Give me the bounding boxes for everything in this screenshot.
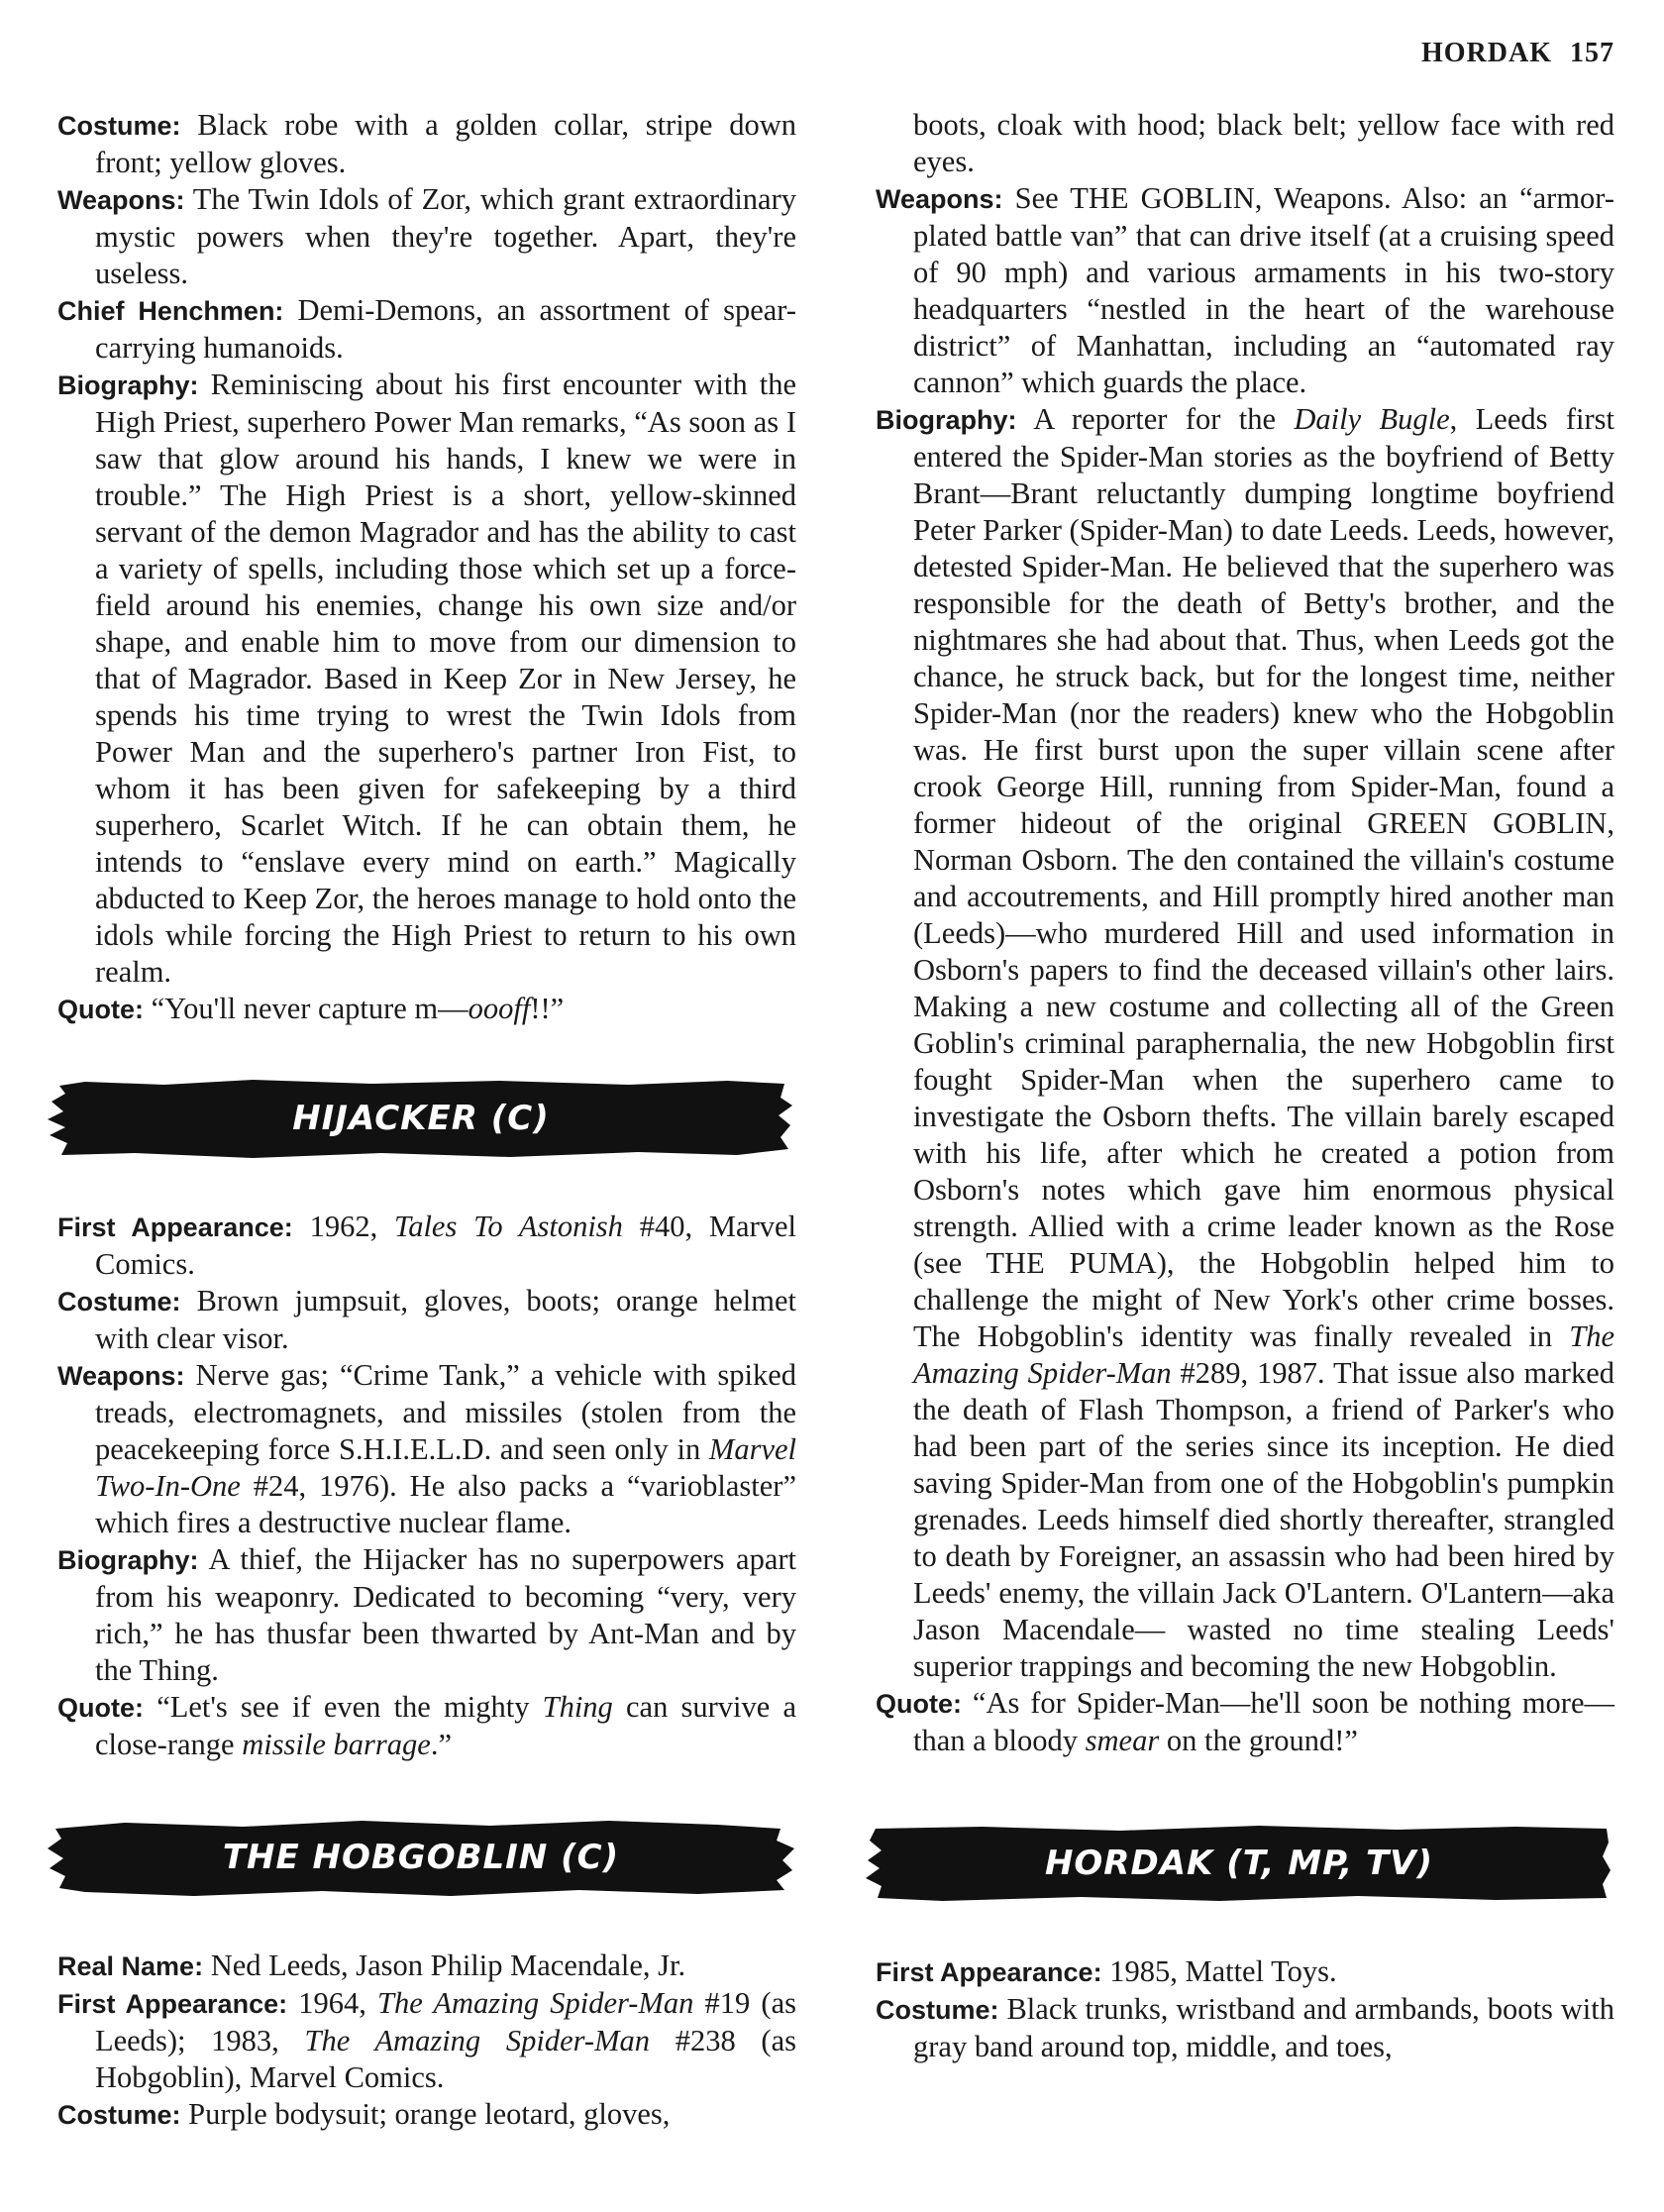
field-text: Nerve gas; “Crime Tank,” a vehicle with spiked treads, electromagnets, and missiles (stolen from the peacekeeping force S.H.I.E.L.D. and seen only in: [95, 1358, 797, 1466]
field-text: #19 (as Leeds); 1983,: [95, 1986, 796, 2057]
field-text: Black robe with a golden collar, stripe down front; yellow gloves.: [95, 108, 796, 179]
quote-emphasis: oooff: [468, 992, 531, 1025]
quote-text: “You'll never capture m—: [151, 992, 468, 1025]
quote-emphasis: Thing: [542, 1690, 613, 1724]
field-label: Biography:: [57, 370, 199, 400]
left-column: [57, 107, 796, 2134]
field-text: #289, 1987. That issue also marked the death of Flash Thompson, a friend of Parker's who had been part of the series since its inception. He died saving Spider-Man from one of the Hobgoblin's pumpkin grenades. Leeds himself died shortly thereafter, strangled to death by Foreigner, an assassin who had been hired by Leeds' enemy, the villain Jack O'Lantern. O'Lantern—aka Jason Macendale— wasted no time stealing Leeds' superior trappings and becoming the new Hobgoblin.: [913, 1356, 1614, 1683]
field-text: Reminiscing about his first encounter with the High Priest, superhero Power Man remarks, “As soon as I saw that glow around his hands, I knew we were in trouble.” The High Priest is a short, yellow-skinned servant of the demon Magrador and has the ability to cast a variety of spells, including those which set up a force-field around his enemies, change his own size and/or shape, and enable him to move from our dimension to that of Magrador. Based in Keep Zor in New Jersey, he spends his time trying to wrest the Twin Idols from Power Man and the superhero's partner Iron Fist, to whom it has been given for safekeeping by a third superhero, Scarlet Witch. If he can obtain them, he intends to “enslave every mind on earth.” Magically abducted to Keep Zor, the heroes manage to hold onto the idols while forcing the High Priest to return to his own realm.: [95, 368, 796, 989]
entry-chief-henchmen: [57, 292, 796, 367]
field-label: Costume:: [57, 1287, 181, 1317]
field-text: Ned Leeds, Jason Philip Macendale, Jr.: [210, 1949, 686, 1982]
quote-emphasis: smear: [1085, 1724, 1160, 1757]
field-text: A reporter for the: [1033, 402, 1295, 436]
quote-text: “Let's see if even the mighty: [156, 1690, 543, 1724]
field-text: Black trunks, wristband and armbands, boots with gray band around top, middle, and toes,: [913, 1992, 1615, 2063]
entry-weapons: [57, 1357, 796, 1541]
field-text: Demi-Demons, an assortment of spear-carrying humanoids.: [95, 293, 797, 365]
entry-costume: [876, 1991, 1614, 2065]
quote-text: on the ground!”: [1159, 1724, 1358, 1757]
entry-real-name: [57, 1948, 796, 1985]
field-label: Costume:: [876, 1995, 999, 2025]
field-text: #238 (as Hobgoblin), Marvel Comics.: [95, 2024, 796, 2094]
publication-title: The Amazing Spider-Man: [377, 1986, 694, 2020]
field-label: Weapons:: [876, 184, 1003, 214]
field-label: Costume:: [57, 2100, 181, 2130]
field-text: See THE GOBLIN, Weapons. Also: an “armor-plated battle van” that can drive itself (at a cruising speed of 90 mph) and various armaments in his two-story headquarters “nestled in the heart of the warehouse district” of Manhattan, including an “automated ray cannon” which guards the place.: [913, 181, 1614, 399]
field-label: First Appearance:: [57, 1212, 293, 1242]
quote-text: !!”: [530, 992, 565, 1025]
entry-weapons: [57, 181, 796, 292]
section-title: HORDAK (T, MP, TV): [1044, 1843, 1434, 1883]
field-text: A thief, the Hijacker has no superpowers apart from his weaponry. Dedicated to becoming “very, very rich,” he has thusfar been thwarted by Ant-Man and by the Thing.: [95, 1542, 796, 1687]
entry-first-appearance: [57, 1985, 796, 2096]
right-column: [876, 107, 1614, 2065]
header-title: HORDAK: [1421, 38, 1552, 68]
field-text: #40, Marvel Comics.: [95, 1210, 797, 1281]
field-label: Quote:: [57, 995, 144, 1024]
field-label: First Appearance:: [57, 1989, 288, 2019]
entry-quote: [57, 991, 796, 1028]
quote-text: .”: [430, 1728, 452, 1761]
entry-costume: [57, 107, 796, 181]
field-text: #24, 1976). He also packs a “varioblaster” which fires a destructive nuclear flame.: [95, 1469, 796, 1539]
field-label: Biography:: [876, 405, 1017, 435]
publication-title: The Amazing Spider-Man: [304, 2024, 650, 2057]
field-text: , Leeds first entered the Spider-Man stories as the boyfriend of Betty Brant—Brant reluctantly dumping longtime boyfriend Peter Parker (Spider-Man) to date Leeds. Leeds, however, detested Spider-Man. He believed that the superhero was responsible for the death of Betty's brother, and the nightmares she had about that. Thus, when Leeds got the chance, he struck back, but for the longest time, neither Spider-Man (nor the readers) knew who the Hobgoblin was. He first burst upon the super villain scene after crook George Hill, running from Spider-Man, found a former hideout of the original GREEN GOBLIN, Norman Osborn. The den contained the villain's costume and accoutrements, and Hill promptly hired another man (Leeds)—who murdered Hill and used information in Osborn's papers to find the deceased villain's other lairs. Making a new costume and collecting all of the Green Goblin's criminal paraphernalia, the new Hobgoblin first fought Spider-Man when the superhero came to investigate the Osborn thefts. The villain barely escaped with his life, after which he created a potion from Osborn's notes which gave him enormous physical strength. Allied with a crime leader known as the Rose (see THE PUMA), the Hobgoblin helped him to challenge the might of New York's other crime bosses. The Hobgoblin's identity was finally revealed in: [913, 402, 1614, 1353]
running-header: [1421, 38, 1614, 69]
field-label: Quote:: [876, 1689, 962, 1719]
section-title: HIJACKER (C): [292, 1098, 550, 1138]
publication-title: The Amazing Spider-Man: [913, 1319, 1614, 1390]
publication-title: Daily Bugle: [1294, 402, 1450, 436]
field-label: Weapons:: [57, 185, 185, 215]
quote-text: “As for Spider-Man—he'll soon be nothing more—than a bloody: [913, 1686, 1614, 1757]
publication-title: Marvel Two-In-One: [95, 1432, 796, 1503]
section-banner-hobgoblin: [46, 1815, 796, 1900]
field-label: Weapons:: [57, 1361, 185, 1391]
entry-costume: [57, 2096, 796, 2134]
section-banner-hijacker: [46, 1076, 796, 1161]
publication-title: Tales To Astonish: [394, 1210, 623, 1243]
field-text: Purple bodysuit; orange leotard, gloves,: [188, 2097, 671, 2131]
entry-costume: [57, 1283, 796, 1357]
field-text: Brown jumpsuit, gloves, boots; orange helmet with clear visor.: [95, 1284, 797, 1355]
field-label: Biography:: [57, 1545, 199, 1575]
page-number: 157: [1570, 38, 1614, 68]
costume-continuation: boots, cloak with hood; black belt; yellow face with red eyes.: [913, 108, 1614, 178]
field-label: Chief Henchmen:: [57, 296, 284, 326]
quote-emphasis: missile barrage: [242, 1728, 431, 1761]
entry-quote: [876, 1685, 1614, 1759]
field-label: Quote:: [57, 1693, 144, 1723]
field-label: First Appearance:: [876, 1957, 1102, 1987]
field-label: Costume:: [57, 111, 181, 141]
entry-first-appearance: [57, 1209, 796, 1283]
field-text: The Twin Idols of Zor, which grant extraordinary mystic powers when they're together. Apart, they're useless.: [95, 182, 797, 290]
field-text: 1962,: [309, 1210, 395, 1243]
quote-text: can survive a close-range: [95, 1690, 796, 1761]
entry-quote: [57, 1689, 796, 1763]
field-text: 1964,: [298, 1986, 378, 2020]
field-text: 1985, Mattel Toys.: [1109, 1954, 1337, 1988]
entry-weapons: [876, 180, 1614, 401]
entry-biography: [57, 1541, 796, 1689]
entry-biography: [57, 367, 796, 991]
entry-first-appearance: [876, 1953, 1614, 1991]
section-title: THE HOBGOBLIN (C): [222, 1837, 620, 1877]
section-banner-hordak: [864, 1821, 1614, 1906]
entry-biography: [876, 401, 1614, 1685]
field-label: Real Name:: [57, 1951, 204, 1981]
